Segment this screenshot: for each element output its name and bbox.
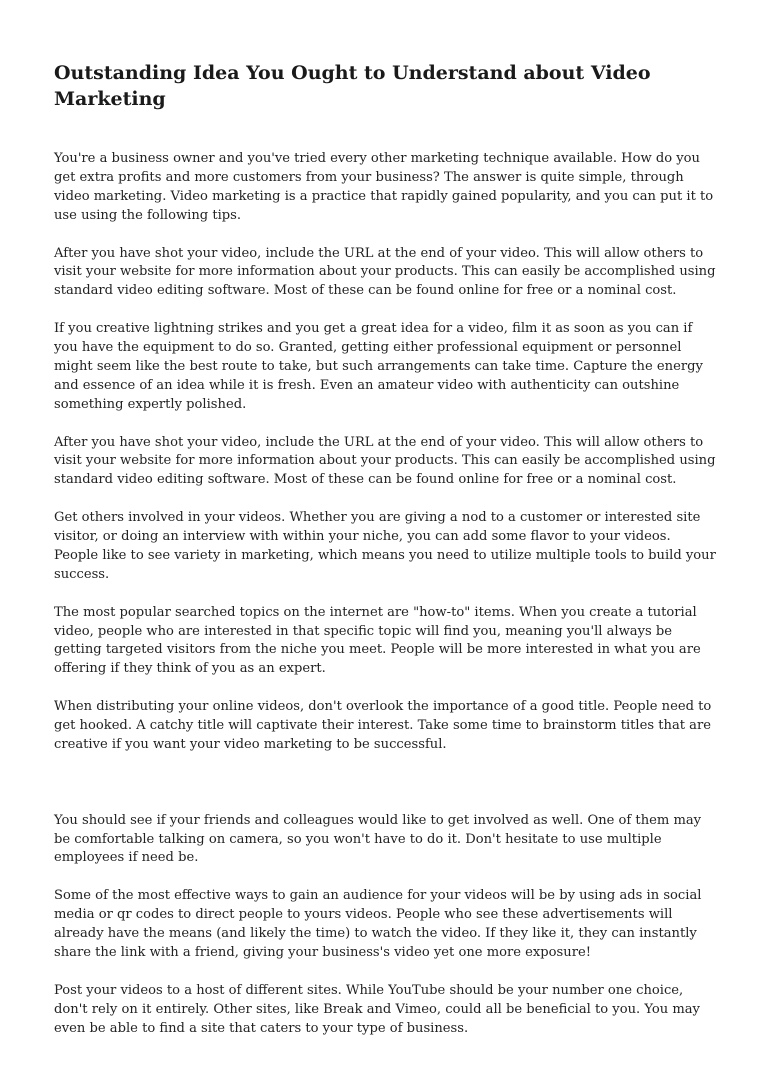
document-title: Outstanding Idea You Ought to Understand about Video Marketing bbox=[54, 62, 651, 110]
paragraph: You're a business owner and you've tried every other marketing technique available. How do you get extra profits and more customers from your business? The answer is quite simple, through video marketing. Video marketing is a practice that rapidly gained popularity, and you can put it to use using the following tips. bbox=[54, 151, 714, 223]
paragraph: After you have shot your video, include the URL at the end of your video. This will allow others to visit your website for more information about your products. This can easily be accomplished using standard video editing software. Most of these can be found online for free or a nominal cost. bbox=[54, 434, 716, 488]
paragraph: Get others involved in your videos. Whether you are giving a nod to a customer or interested site visitor, or doing an interview with within your niche, you can add some flavor to your videos. People like to see variety in marketing, which means you need to utilize multiple tools to build your success. bbox=[54, 510, 716, 582]
paragraph: After you have shot your video, include the URL at the end of your video. This will allow others to visit your website for more information about your products. This can easily be accomplished using standard video editing software. Most of these can be found online for free or a nominal cost. bbox=[54, 245, 716, 299]
paragraph: When distributing your online videos, don't overlook the importance of a good title. People need to get hooked. A catchy title will captivate their interest. Take some time to brainstorm titles that are creative if you want your video marketing to be successful. bbox=[54, 699, 712, 752]
paragraph: You should see if your friends and colleagues would like to get involved as well. One of them may be comfortable talking on camera, so you won't have to do it. Don't hesitate to use multiple employees if need be. bbox=[54, 812, 702, 866]
paragraph: Some of the most effective ways to gain an audience for your videos will be by using ads in social media or qr codes to direct people to yours videos. People who see these advertisements will already have the means (and likely the time) to watch the video. If they like it, they can instantly share the link with a friend, giving your business's video yet one more exposure! bbox=[54, 888, 702, 960]
blank-spacer bbox=[54, 774, 716, 812]
paragraph: If you creative lightning strikes and you get a great idea for a video, film it as soon as you can if you have the equipment to do so. Granted, getting either professional equipment or personnel might seem like the best route to take, but such arrangements can take time. Capture the energy and essence of an idea while it is fresh. Even an amateur video with authenticity can outshine something expertly polished. bbox=[54, 321, 703, 412]
paragraph: The most popular searched topics on the internet are "how-to" items. When you create a tutorial video, people who are interested in that specific topic will find you, meaning you'll always be getting targeted visitors from the niche you meet. People will be more interested in what you are offering if they think of you as an expert. bbox=[54, 604, 701, 677]
document-page bbox=[54, 60, 716, 1057]
paragraph: Post your videos to a host of different sites. While YouTube should be your number one choice, don't rely on it entirely. Other sites, like Break and Vimeo, could all be beneficial to you. You may even be able to find a site that caters to your type of business. bbox=[54, 982, 700, 1036]
